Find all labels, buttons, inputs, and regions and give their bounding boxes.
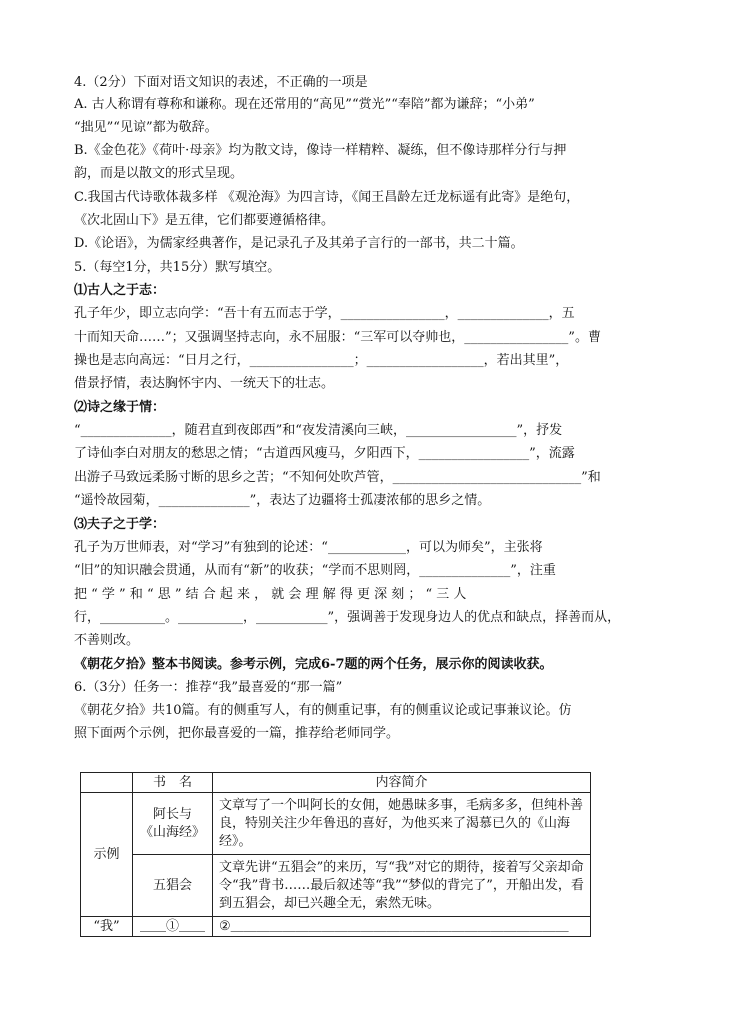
- table-corner: [81, 773, 133, 793]
- q5-section1-line2: 十而知天命……”；又强调坚持志向，永不屈服：“三军可以夺帅也，________________”。曹: [74, 330, 601, 345]
- q4-option-a-cont: “拙见”“见谅”都为敬辞。: [74, 120, 218, 135]
- q5-section2-line1: “______________，随君直到夜郎西”和“夜发清溪向三峡，_________________”，抒发: [74, 423, 563, 438]
- book-title-line1: 阿长与: [152, 806, 192, 822]
- q4-stem: 4.（2分）下面对语文知识的表述，不正确的一项是: [74, 75, 368, 90]
- table-row-intro: 文章先讲“五猖会”的来历，写“我”对它的期待，接着写父亲却命令“我”背书……最后叙述等“我”“梦似的背完了”，开船出发，看到五猖会，却已兴趣全无，索然无味。: [213, 855, 591, 917]
- q6-desc-line1: 《朝花夕拾》共10篇。有的侧重写人，有的侧重记事，有的侧重议论或记事兼议论。仿: [74, 703, 572, 718]
- q5-section2-line2: 了诗仙李白对朋友的愁思之情；“古道西风瘦马，夕阳西下，_________________”，流露: [74, 446, 575, 461]
- q6-desc-line2: 照下面两个示例，把你最喜爱的一篇，推荐给老师同学。: [74, 726, 400, 741]
- q5-section1-line3: 操也是志向高远：“日月之行，________________；__________________，若出其里”，: [74, 353, 569, 368]
- q4-option-c: C.我国古代诗歌体裁多样 《观沧海》为四言诗，《闻王昌龄左迁龙标遥有此寄》是绝句，: [74, 190, 580, 205]
- q5-section1-line1: 孔子年少，即立志向学：“吾十有五而志于学，________________，______________，五: [74, 306, 575, 321]
- answer-blank-intro[interactable]: ②＿＿＿＿＿＿＿＿＿＿＿＿＿＿＿＿＿＿＿＿＿＿＿＿＿＿: [213, 917, 591, 937]
- table-row-book: [133, 793, 213, 855]
- q5-section3-line2: “旧”的知识融会贯通，从而有“新”的收获；“学而不思则罔，______________”，注重: [74, 563, 556, 578]
- q5-stem: 5.（每空1分，共15分）默写填空。: [74, 260, 281, 275]
- q5-section2-heading: ⑵诗之缘于情：: [74, 400, 166, 415]
- example-label: 示例: [81, 793, 133, 917]
- q5-section1-heading: ⑴古人之于志：: [74, 283, 166, 298]
- q5-section3-line4: 行，__________。__________，___________”，强调善于发现身边人的优点和缺点，择善而从，: [74, 610, 621, 625]
- example-table: [80, 772, 591, 937]
- q4-option-d: D.《论语》，为儒家经典著作，是记录孔子及其弟子言行的一部书，共二十篇。: [74, 236, 524, 251]
- q4-option-b-cont: 韵，而是以散文的形式呈现。: [74, 166, 244, 181]
- q5-section3-heading: ⑶夫子之于学：: [74, 517, 166, 532]
- q6-stem: 6.（3分）任务一：推荐“我”最喜爱的“那一篇”: [74, 680, 343, 695]
- q5-section3-line1: 孔子为万世师表，对“学习”有独到的论述：“____________，可以为师矣”，主张将: [74, 540, 543, 555]
- book-title-line2: 《山海经》: [139, 824, 205, 840]
- table-row-book: 五猖会: [133, 855, 213, 917]
- q5-section3-line3: 把 “ 学 ” 和 “ 思 ” 结 合 起 来 ， 就 会 理 解 得 更 深 刻 ； “ 三 人: [74, 587, 467, 602]
- q4-option-c-cont: 《次北固山下》是五律，它们都要遵循格律。: [74, 213, 335, 228]
- q5-section1-line4: 借景抒情，表达胸怀宇内、一统天下的壮志。: [74, 376, 335, 391]
- reading-intro: 《朝花夕拾》整本书阅读。参考示例，完成6-7题的两个任务，展示你的阅读收获。: [74, 657, 553, 672]
- answer-blank-book[interactable]: ＿＿①＿＿: [133, 917, 213, 937]
- header-book: 书 名: [133, 773, 213, 793]
- q4-option-a: A. 古人称谓有尊称和谦称。现在还常用的“高见”“赏光”“奉陪”都为谦辞；“小弟”: [74, 97, 535, 112]
- me-label: “我”: [81, 917, 133, 937]
- q5-section2-line4: “遥怜故园菊，______________”，表达了边疆将士孤凄浓郁的思乡之情。: [74, 493, 491, 508]
- q5-section3-line5: 不善则改。: [74, 633, 140, 648]
- table-row-intro: 文章写了一个叫阿长的女佣，她愚昧多事，毛病多多，但纯朴善良，特别关注少年鲁迅的喜好，为他买来了渴慕已久的《山海经》。: [213, 793, 591, 855]
- q4-option-b: B.《金色花》《荷叶·母亲》均为散文诗，像诗一样精粹、凝练，但不像诗那样分行与押: [74, 143, 567, 158]
- q5-section2-line3: 出游子马致远柔肠寸断的思乡之苦；“不知何处吹芦管，_____________________________”和: [74, 470, 601, 485]
- header-intro: 内容简介: [213, 773, 591, 793]
